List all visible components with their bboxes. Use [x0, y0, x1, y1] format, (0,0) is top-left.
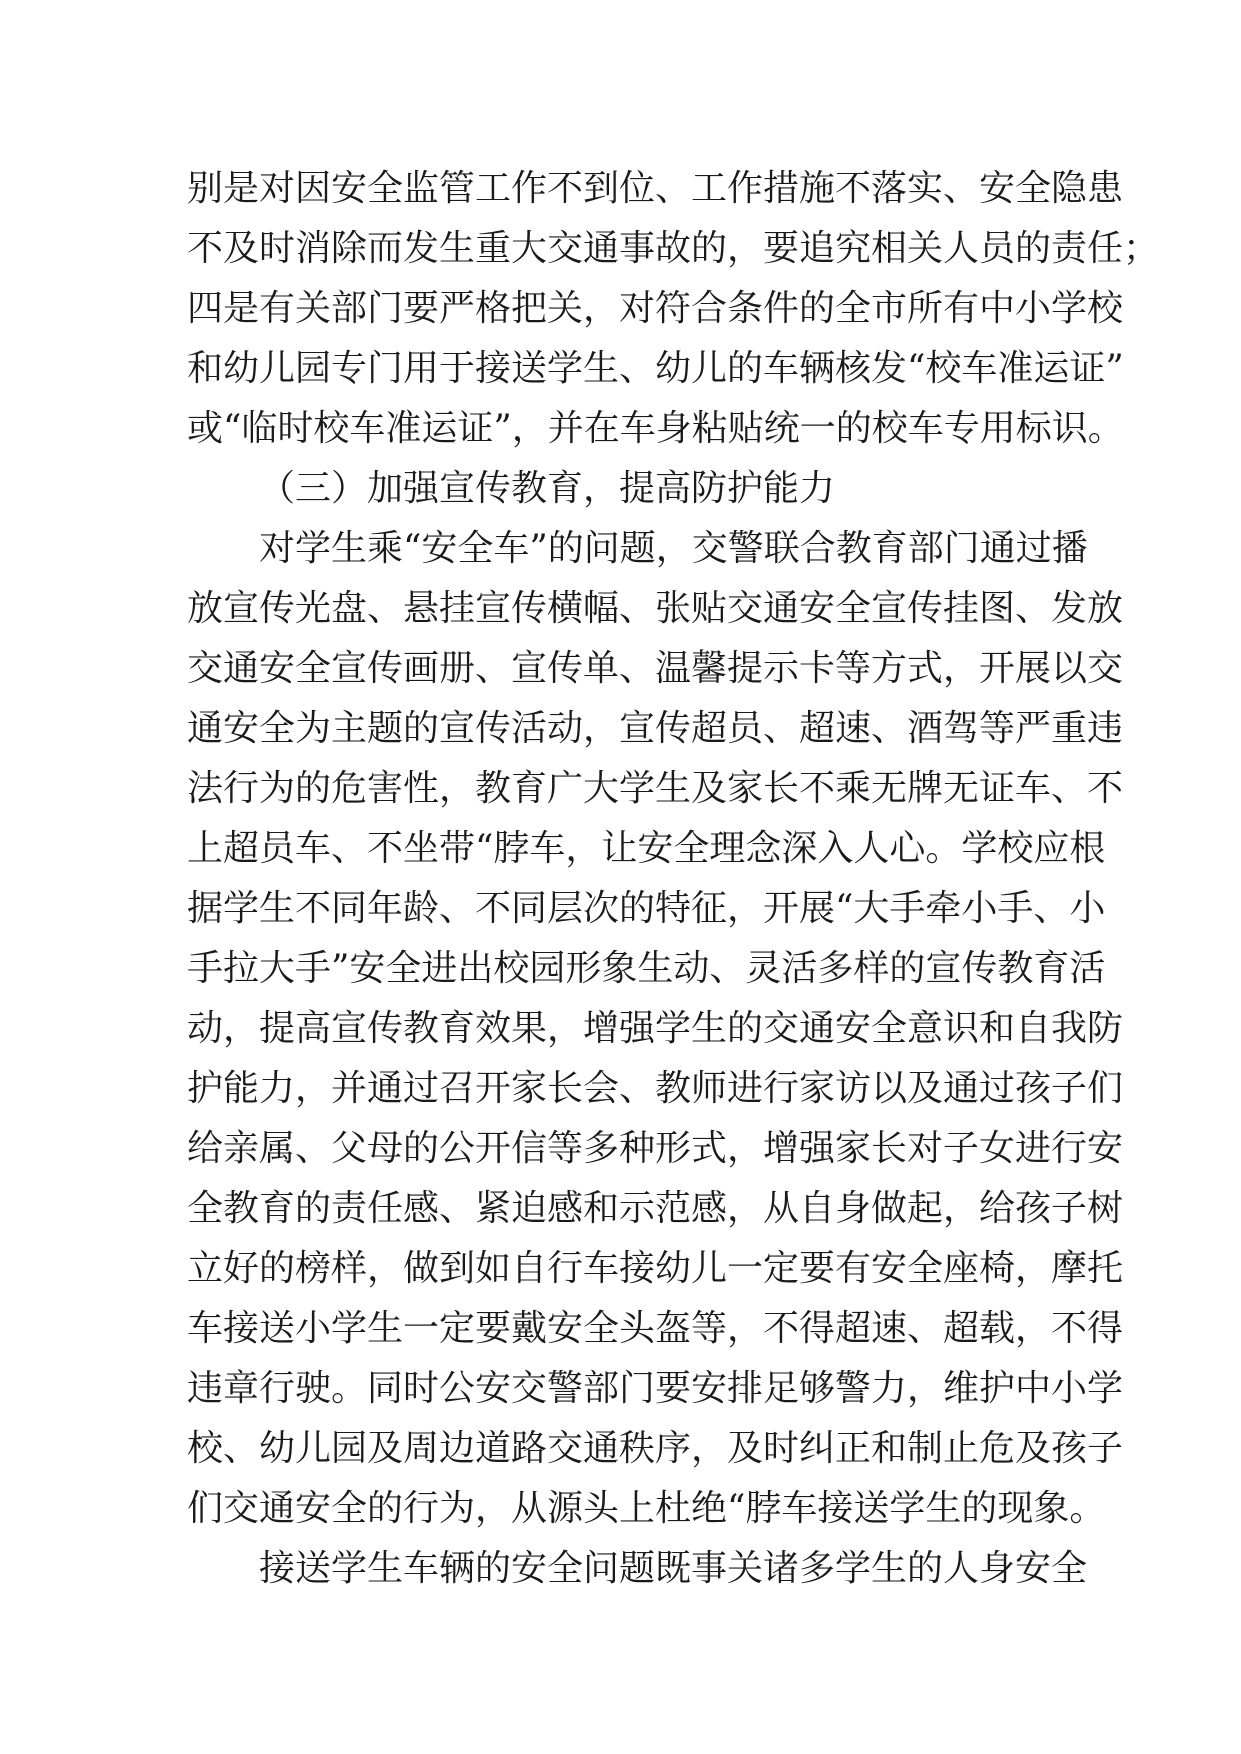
text-line: 对学生乘“安全车”的问题，交警联合教育部门通过播	[259, 528, 1088, 569]
text-line: 不及时消除而发生重大交通事故的，要追究相关人员的责任；	[187, 228, 1160, 269]
text-line: 通安全为主题的宣传活动，宣传超员、超速、酒驾等严重违	[187, 708, 1124, 749]
text-line: 护能力，并通过召开家长会、教师进行家访以及通过孩子们	[187, 1068, 1124, 1109]
section-heading: （三）加强宣传教育，提高防护能力	[259, 468, 836, 509]
text-line: 全教育的责任感、紧迫感和示范感，从自身做起，给孩子树	[187, 1188, 1124, 1229]
text-line: 据学生不同年龄、不同层次的特征，开展“大手牵小手、小	[187, 888, 1106, 929]
text-line: 违章行驶。同时公安交警部门要安排足够警力，维护中小学	[187, 1368, 1124, 1409]
text-line: 动，提高宣传教育效果，增强学生的交通安全意识和自我防	[187, 1008, 1124, 1049]
text-line: 法行为的危害性，教育广大学生及家长不乘无牌无证车、不	[187, 768, 1124, 809]
text-line: 或“临时校车准运证”，并在车身粘贴统一的校车专用标识。	[187, 408, 1124, 449]
text-line: 别是对因安全监管工作不到位、工作措施不落实、安全隐患	[187, 168, 1124, 209]
text-line: 和幼儿园专门用于接送学生、幼儿的车辆核发“校车准运证”	[187, 348, 1124, 389]
text-line: 们交通安全的行为，从源头上杜绝“脖车接送学生的现象。	[187, 1488, 1106, 1529]
text-line: 四是有关部门要严格把关，对符合条件的全市所有中小学校	[187, 288, 1124, 329]
text-line: 上超员车、不坐带“脖车，让安全理念深入人心。学校应根	[187, 828, 1106, 869]
text-line: 立好的榜样，做到如自行车接幼儿一定要有安全座椅，摩托	[187, 1248, 1124, 1289]
text-line: 校、幼儿园及周边道路交通秩序，及时纠正和制止危及孩子	[187, 1428, 1124, 1469]
text-line: 给亲属、父母的公开信等多种形式，增强家长对子女进行安	[187, 1128, 1124, 1169]
text-line: 车接送小学生一定要戴安全头盔等，不得超速、超载，不得	[187, 1308, 1124, 1349]
text-line: 手拉大手”安全进出校园形象生动、灵活多样的宣传教育活	[187, 948, 1106, 989]
text-line: 交通安全宣传画册、宣传单、温馨提示卡等方式，开展以交	[187, 648, 1124, 689]
text-line: 接送学生车辆的安全问题既事关诸多学生的人身安全	[259, 1548, 1088, 1589]
document-body	[187, 159, 1160, 1599]
text-line: 放宣传光盘、悬挂宣传横幅、张贴交通安全宣传挂图、发放	[187, 588, 1124, 629]
